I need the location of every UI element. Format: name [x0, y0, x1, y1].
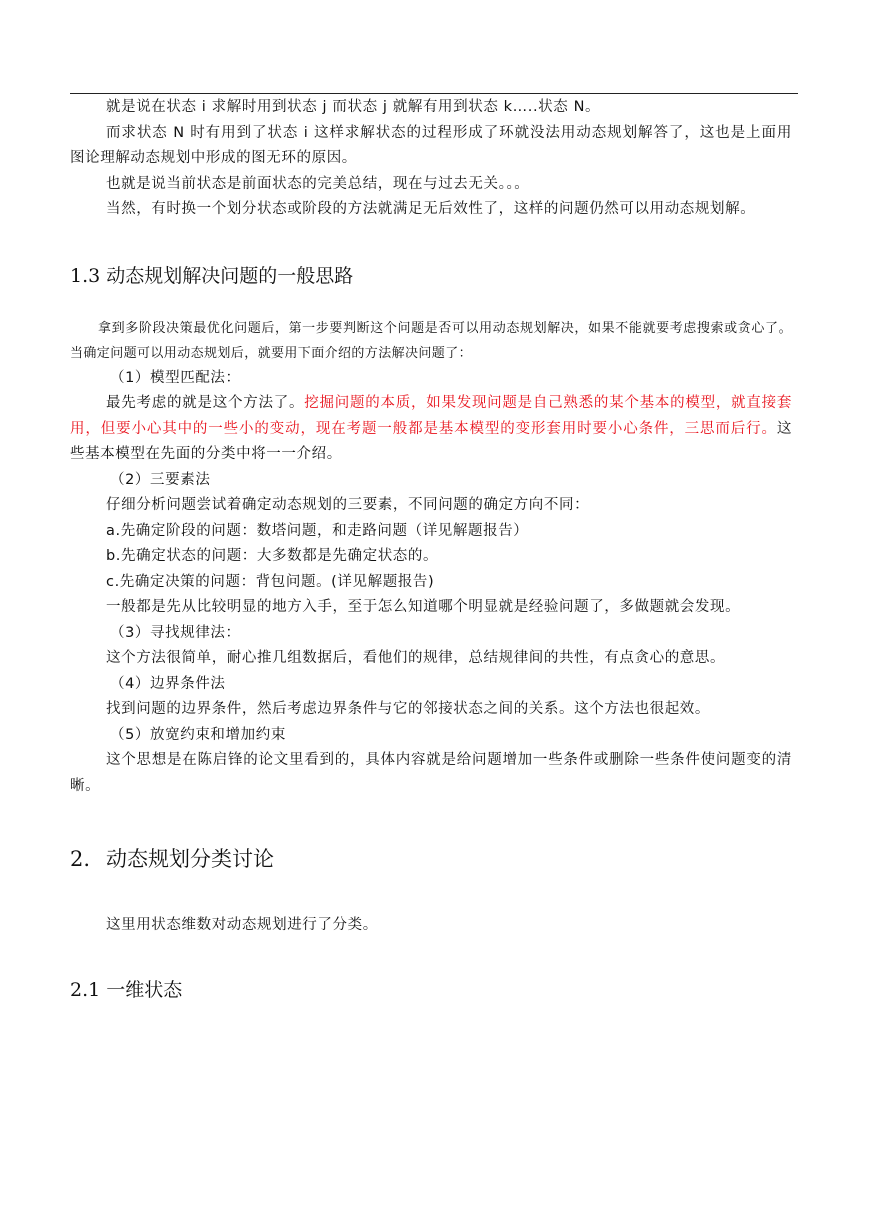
method-2-item-c: c.先确定决策的问题：背包问题。(详见解题报告) — [106, 573, 435, 590]
method-2-text: 仔细分析问题尝试着确定动态规划的三要素，不同问题的确定方向不同： — [106, 497, 590, 513]
method-1-text-b: 这些基本模型在先面的分类中将一一介绍。 — [70, 420, 792, 462]
section-1-3-heading: 1.3 动态规划解决问题的一般思路 — [70, 264, 354, 287]
method-4-title: （4）边界条件法 — [110, 675, 226, 692]
method-5-title: （5）放宽约束和增加约束 — [110, 726, 286, 743]
method-2-item-b: b.先确定状态的问题：大多数都是先确定状态的。 — [106, 548, 439, 564]
method-4-text: 找到问题的边界条件，然后考虑边界条件与它的邻接状态之间的关系。这个方法也很起效。 — [106, 701, 710, 717]
intro-paragraph-1: 就是说在状态 i 求解时用到状态 j 而状态 j 就解有用到状态 k…..状态 N。 — [106, 99, 601, 115]
intro-paragraph-3: 也就是说当前状态是前面状态的完美总结，现在与过去无关。。。 — [106, 175, 530, 192]
method-5-text: 这个思想是在陈启锋的论文里看到的，具体内容就是给问题增加一些条件或删除一些条件使问题变的清晰。 — [70, 752, 792, 794]
section-2-intro: 这里用状态维数对动态规划进行了分类。 — [106, 917, 378, 933]
method-3-text: 这个方法很简单，耐心推几组数据后，看他们的规律，总结规律间的共性，有点贪心的意思。 — [106, 650, 726, 666]
section-2-1-heading: 2.1 一维状态 — [70, 978, 183, 1001]
method-1-title: （1）模型匹配法： — [110, 369, 241, 386]
section-2-heading — [70, 843, 792, 873]
method-3-title: （3）寻找规律法： — [110, 624, 241, 641]
intro-paragraph-4: 当然，有时换一个划分状态或阶段的方法就满足无后效性了，这样的问题仍然可以用动态规划解。 — [106, 201, 756, 217]
method-2-item-a: a.先确定阶段的问题：数塔问题，和走路问题（详见解题报告） — [106, 522, 529, 539]
section-2-number: 2. — [70, 847, 91, 871]
method-1-text — [70, 391, 792, 468]
section-2-title: 动态规划分类讨论 — [106, 847, 274, 871]
method-1-text-highlight: 挖掘问题的本质，如果发现问题是自己熟悉的某个基本的模型，就直接套用，但要小心其中的一些小的变动，现在考题一般都是基本模型的变形套用时要小心条件，三思而后行。 — [70, 395, 792, 437]
section-1-3-intro: 拿到多阶段决策最优化问题后，第一步要判断这个问题是否可以用动态规划解决，如果不能就要考虑搜索或贪心了。当确定问题可以用动态规划后，就要用下面介绍的方法解决问题了： — [70, 320, 792, 361]
method-2-title: （2）三要素法 — [110, 471, 211, 488]
method-1-text-a: 最先考虑的就是这个方法了。 — [106, 395, 305, 411]
document-page — [70, 93, 792, 1002]
method-2-summary: 一般都是先从比较明显的地方入手，至于怎么知道哪个明显就是经验问题了，多做题就会发现。 — [106, 599, 741, 615]
intro-paragraph-2: 而求状态 N 时有用到了状态 i 这样求解状态的过程形成了环就没法用动态规划解答了，这也是上面用图论理解动态规划中形成的图无环的原因。 — [70, 124, 792, 166]
